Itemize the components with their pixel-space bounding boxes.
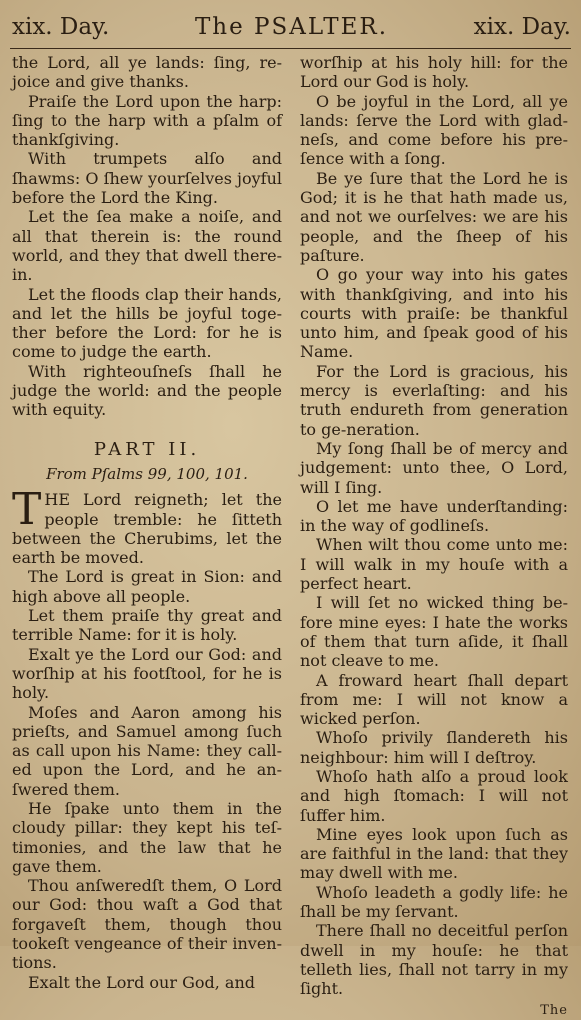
verse: He ſpake unto them in the cloudy pillar: they kept his teſ-timonies, and the law that he gave them. bbox=[12, 798, 282, 876]
verse: O be joyful in the Lord, all ye lands: ſerve the Lord with glad-neſs, and come before his pre-ſence with a ſong. bbox=[300, 91, 568, 169]
verse: O let me have underſtanding: in the way of godlineſs. bbox=[300, 496, 568, 536]
header-day-right: xix. Day. bbox=[473, 14, 571, 40]
verse: Mine eyes look upon ſuch as are faithful in the land: that they may dwell with me. bbox=[300, 824, 568, 883]
verse: Let the floods clap their hands, and let the hills be joyful toge-ther before the Lord: for he is come to judge the earth. bbox=[12, 284, 282, 362]
verse: With trumpets alſo and ſhawms: O ſhew yourſelves joyful before the Lord the King. bbox=[12, 149, 282, 208]
verse: Moſes and Aaron among his prieſts, and Samuel among ſuch as call upon his Name: they call-ed upon the Lord, and he an-ſwered them. bbox=[12, 702, 282, 799]
dropcap-verse: THE Lord reigneth; let the people tremble: he ſitteth between the Cherubims, let the earth be moved. bbox=[12, 484, 282, 568]
verse: A froward heart ſhall depart from me: I will not know a wicked perſon. bbox=[300, 670, 568, 729]
verse: Praiſe the Lord upon the harp: ſing to the harp with a pſalm of thankſgiving. bbox=[12, 91, 282, 150]
verse: When wilt thou come unto me: I will walk in my houſe with a perfect heart. bbox=[300, 535, 568, 594]
header-rule bbox=[10, 48, 571, 49]
running-header bbox=[12, 8, 571, 46]
verse: Let the ſea make a noiſe, and all that therein is: the round world, and they that dwell there-in. bbox=[12, 207, 282, 285]
verse: Whoſo privily ſlandereth his neighbour: him will I deſtroy. bbox=[300, 728, 568, 767]
header-day-left: xix. Day. bbox=[12, 14, 110, 40]
verse: Exalt ye the Lord our God: and worſhip at his footſtool, for he is holy. bbox=[12, 644, 282, 703]
left-column bbox=[12, 53, 282, 992]
verse: Thou anſweredſt them, O Lord our God: thou waſt a God that forgaveſt them, though thou tookeſt vengeance of their inven-tions. bbox=[12, 876, 282, 973]
right-column bbox=[300, 53, 568, 1018]
verse: There ſhall no deceitful perſon dwell in my houſe: he that telleth lies, ſhall not tarry in my ſight. bbox=[300, 921, 568, 999]
part-title: PART II. bbox=[93, 438, 201, 460]
header-title: The PSALTER. bbox=[194, 14, 389, 40]
verse: Be ye ſure that the Lord he is God; it is he that hath made us, and not we ourſelves: we are his people, and the ſheep of his paſture. bbox=[300, 168, 568, 265]
verse: My ſong ſhall be of mercy and judgement: unto thee, O Lord, will I ſing. bbox=[300, 438, 568, 497]
verse: Whoſo hath alſo a proud look and high ſtomach: I will not ſuffer him. bbox=[300, 766, 568, 825]
verse: For the Lord is gracious, his mercy is everlaſting: and his truth endureth from generation to ge-neration. bbox=[300, 361, 568, 439]
verse: the Lord, all ye lands: ſing, re-joice and give thanks. bbox=[12, 53, 282, 92]
verse: worſhip at his holy hill: for the Lord our God is holy. bbox=[300, 53, 568, 92]
verse: With righteouſneſs ſhall he judge the world: and the people with equity. bbox=[12, 361, 282, 420]
verse: Let them praiſe thy great and terrible Name: for it is holy. bbox=[12, 606, 282, 645]
verse: O go your way into his gates with thankſgiving, and into his courts with praiſe: be thankful unto him, and ſpeak good of his Name. bbox=[300, 265, 568, 362]
verse: Whoſo leadeth a godly life: he ſhall be my ſervant. bbox=[300, 882, 568, 922]
catchword: The bbox=[540, 1002, 568, 1018]
verse: Exalt the Lord our God, and bbox=[28, 972, 255, 992]
verse: The Lord is great in Sion: and high above all people. bbox=[12, 567, 282, 606]
part-subtitle: From Pſalms 99, 100, 101. bbox=[46, 464, 248, 483]
verse: I will ſet no wicked thing be-fore mine eyes: I hate the works of them that turn aſide, it ſhall not cleave to me. bbox=[300, 593, 568, 671]
